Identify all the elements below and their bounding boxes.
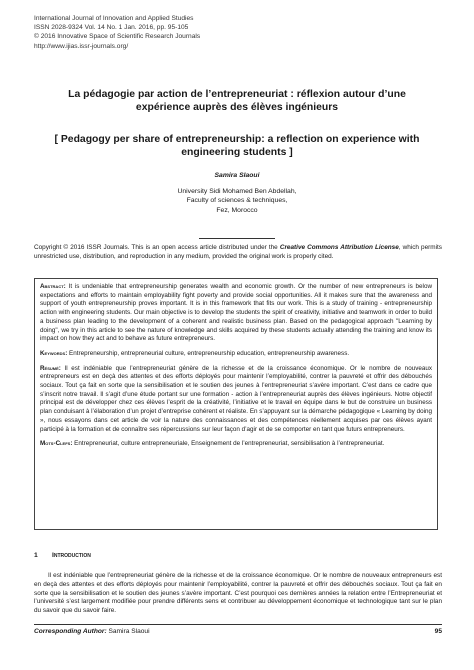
license-name: Creative Commons Attribution License [279, 244, 399, 251]
journal-name: International Journal of Innovation and Applied Studies [34, 15, 194, 22]
section-title: Introduction [52, 552, 91, 559]
affiliation-line: Fez, Morocco [216, 206, 258, 214]
journal-header [34, 14, 200, 51]
divider [199, 238, 275, 239]
abstract-box [34, 278, 438, 530]
journal-url[interactable]: http://www.ijias.issr-journals.org/ [34, 42, 129, 50]
affiliation-line: Faculty of sciences & techniques, [186, 197, 288, 205]
section-heading [34, 552, 91, 559]
title-english: [ Pedagogy per share of entrepreneurship: a reflection on experience with engineering students ] [54, 134, 420, 158]
page-number: 95 [434, 628, 442, 635]
keywords-text: Entrepreneurship, entrepreneurial culture, entrepreneurship education, entrepreneurship awareness. [67, 349, 350, 357]
keywords [40, 350, 432, 359]
page-footer [34, 628, 442, 635]
copyright-notice [34, 243, 442, 261]
mots-cles-text: Entrepreneuriat, culture entrepreneuriale, Enseignement de l’entrepreneuriat, sensibilisation à l’entrepreneuriat. [72, 440, 385, 448]
author-name: Samira Slaoui [214, 172, 260, 179]
abstract [40, 283, 432, 344]
resume-label: Résumé: [40, 364, 61, 372]
mots-cles [40, 440, 432, 449]
mots-cles-label: Mots-Clefs: [40, 440, 73, 448]
footer-label: Corresponding Author: [34, 628, 107, 635]
abstract-text: It is undeniable that entrepreneurship generates wealth and economic growth. Or the number of new entrepreneurs is below expectations and efforts to maintain employability fight poverty and provide social opportunities. All it makes sure that the awareness and support of youth entrepreneurship proves important. It is in this framework that fits our work. This is a study of training - entrepreneurship action with engineering students. Our main objective is to develop the students the spirit of creativity, initiative and teamwork in order to build a business plan leading to the development of a coherent and realistic business plan. Based on the pedagogical approach "Learning by doing", we try in this article to see the nature of knowledge and skills acquired by these students actually attending the training and know its impact on how they act and to behave as future entrepreneurs. [40, 283, 432, 343]
title-french: La pédagogie par action de l’entrepreneuriat : réflexion autour d’une expérience auprès des élèves ingénieurs [68, 89, 406, 113]
footer-author: Samira Slaoui [106, 628, 150, 635]
copyright-text: Copyright © 2016 ISSR Journals. This is an open access article distributed under the [34, 244, 280, 251]
keywords-label: Keywords: [40, 349, 68, 357]
abstract-label: Abstract: [40, 283, 66, 290]
resume [40, 365, 432, 435]
section-number: 1 [34, 552, 38, 559]
journal-issn: ISSN 2028-9324 Vol. 14 No. 1 Jan. 2016, pp. 95-105 [34, 24, 189, 32]
author-affiliation [0, 187, 474, 215]
resume-text: Il est indéniable que l’entrepreneuriat génère de la richesse et de la croissance économique. Or le nombre de nouveaux entrepreneurs est en deçà des attentes et des efforts déployés pour maintenir l’employabilité, contrer la pauvreté et offrir des débouchés sociaux. Tout ça fait en sorte que la sensibilisation et le soutien des jeunes à l’entrepreneuriat s’avère important. C’est dans ce cadre que s’inscrit notre travail. Il s’agit d’une étude portant sur une formation - action à l’entrepreneuriat auprès des élèves ingénieurs. Notre objectif principal est de développer chez ces élèves l’esprit de la créativité, l’initiative et le travail en équipe dans le but de construire un business plan conduisant à l’élaboration d’un projet d’entreprise cohérent et réaliste. En s’appuyant sur la démarche pédagogique « Learning by doing », nous essayons dans cet article de voir la nature des connaissances et des compétences réellement acquises par ces élèves ayant participé à la formation et de connaître ses répercussions sur leur façon d’agir et de se comporter en tant que futurs entrepreneurs. [40, 364, 432, 433]
affiliation-line: University Sidi Mohamed Ben Abdellah, [177, 188, 297, 195]
intro-paragraph: Il est indéniable que l’entrepreneuriat génère de la richesse et de la croissance économique. Or le nombre de nouveaux entrepreneurs est en deçà des attentes et des efforts déployés pour maintenir l’employabilité, contrer la pauvreté et offrir des débouchés sociaux. Tout ça fait en sorte que la sensibilisation et le soutien des jeunes s’avère important. C’est pourquoi ces dernières années la relation entre l’Entrepreneuriat et l’université s’est largement modifiée pour prendre différents sens et contribuer au développement économique et technologique tant sur le plan du savoir que du savoir faire. [34, 572, 442, 615]
copyright-text: , which permits unrestricted use, distribution, and reproduction in any medium, provided the original work is properly cited. [34, 244, 442, 260]
journal-copyright: © 2016 Innovative Space of Scientific Research Journals [34, 33, 201, 41]
footer-divider [34, 624, 442, 625]
